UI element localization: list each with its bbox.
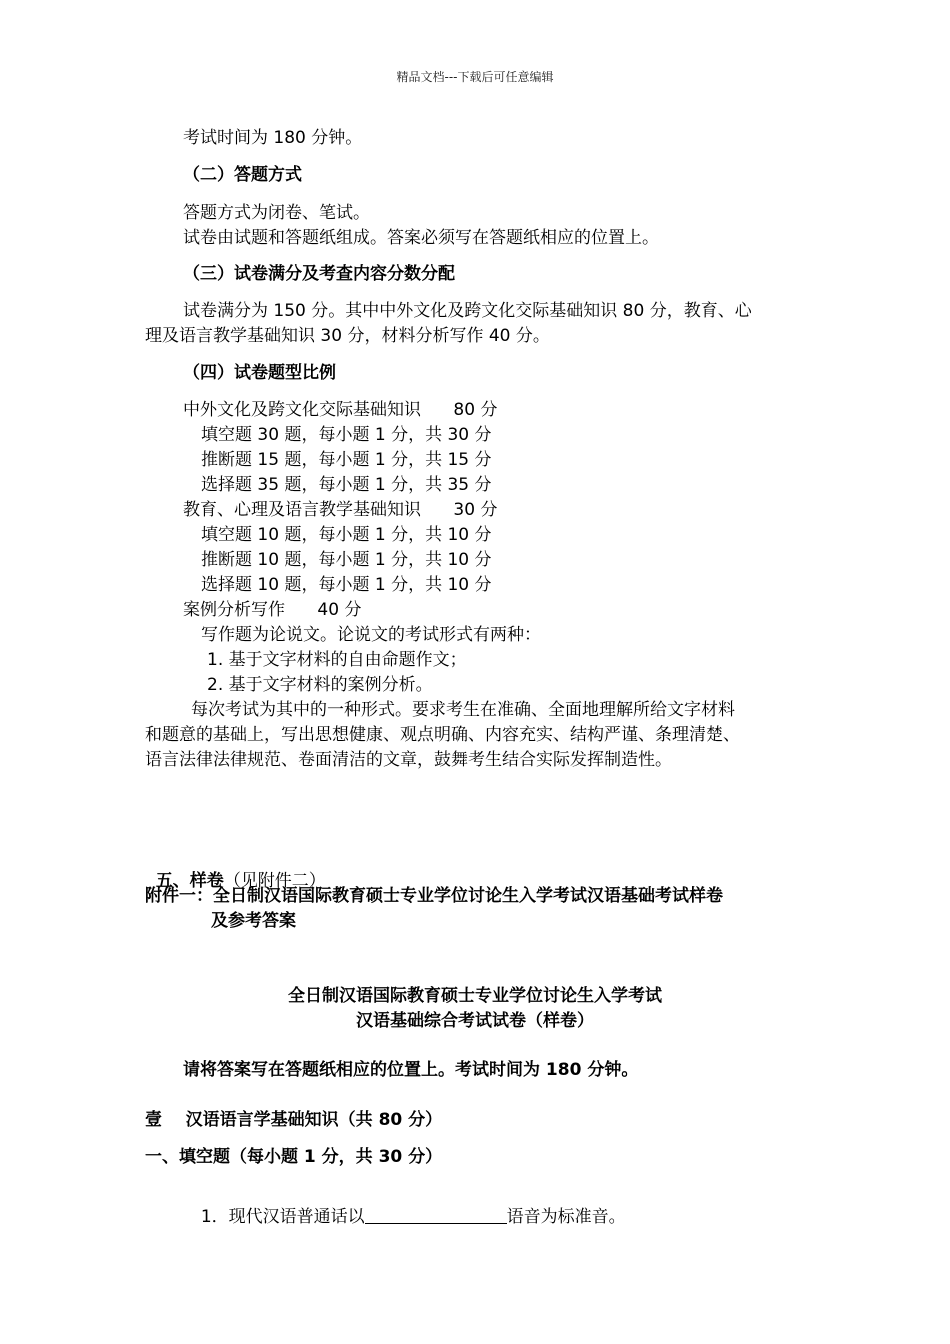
section-3-title: （三）试卷满分及考查内容分数分配 <box>183 264 455 284</box>
exam-title-1: 全日制汉语国际教育硕士专业学位讨论生入学考试 <box>288 986 662 1006</box>
ratio-line-11: 1. 基于文字材料的自由命题作文； <box>207 650 467 670</box>
exam-title-2: 汉语基础综合考试试卷（样卷） <box>356 1011 594 1031</box>
answer-blank <box>365 1207 507 1224</box>
question-1-suffix: 语音为标准音。 <box>506 1207 626 1227</box>
question-group-title: 一、填空题（每小题 1 分，共 30 分） <box>145 1147 443 1167</box>
ratio-line-9: 案例分析写作 40 分 <box>183 600 362 620</box>
section-2-para-1: 答题方式为闭卷、笔试。 <box>183 203 370 223</box>
section-5-label: 五、样卷 <box>155 871 224 891</box>
exam-time-line: 考试时间为 180 分钟。 <box>183 128 363 148</box>
ratio-line-1: 中外文化及跨文化交际基础知识 80 分 <box>183 400 498 420</box>
ratio-line-4: 选择题 35 题，每小题 1 分，共 35 分 <box>201 475 492 495</box>
section-5-note: （见附件二） <box>223 871 326 891</box>
section-4-title: （四）试卷题型比例 <box>183 363 336 383</box>
exam-instruction: 请将答案写在答题纸相应的位置上。考试时间为 180 分钟。 <box>183 1060 639 1080</box>
ratio-line-7: 推断题 10 题，每小题 1 分，共 10 分 <box>201 550 492 570</box>
writing-para-2: 和题意的基础上，写出思想健康、观点明确、内容充实、结构严谨、条理清楚、 <box>145 725 740 745</box>
question-1 <box>190 1184 626 1228</box>
ratio-line-3: 推断题 15 题，每小题 1 分，共 15 分 <box>201 450 492 470</box>
section-3-para-2: 理及语言教学基础知识 30 分，材料分析写作 40 分。 <box>145 326 550 346</box>
section-3-para-1: 试卷满分为 150 分。其中中外文化及跨文化交际基础知识 80 分，教育、心 <box>183 301 752 321</box>
ratio-line-12: 2. 基于文字材料的案例分析。 <box>207 675 433 695</box>
writing-para-1: 每次考试为其中的一种形式。要求考生在准确、全面地理解所给文字材料 <box>191 700 735 720</box>
attachment-1-title-cont: 及参考答案 <box>211 911 296 931</box>
ratio-line-8: 选择题 10 题，每小题 1 分，共 10 分 <box>201 575 492 595</box>
attachment-1-title: 附件一：全日制汉语国际教育硕士专业学位讨论生入学考试汉语基础考试样卷 <box>145 886 723 906</box>
ratio-line-6: 填空题 10 题，每小题 1 分，共 10 分 <box>201 525 492 545</box>
ratio-line-5: 教育、心理及语言教学基础知识 30 分 <box>183 500 498 520</box>
ratio-line-10: 写作题为论说文。论说文的考试形式有两种： <box>201 625 541 645</box>
section-2-title: （二）答题方式 <box>183 165 302 185</box>
writing-para-3: 语言法律法律规范、卷面清洁的文章，鼓舞考生结合实际发挥制造性。 <box>145 750 672 770</box>
question-1-prefix: 1．现代汉语普通话以 <box>200 1207 365 1227</box>
part-1-title: 壹 汉语语言学基础知识（共 80 分） <box>145 1110 443 1130</box>
ratio-line-2: 填空题 30 题，每小题 1 分，共 30 分 <box>201 425 492 445</box>
page-header: 精品文档---下载后可任意编辑 <box>396 70 554 84</box>
section-2-para-2: 试卷由试题和答题纸组成。答案必须写在答题纸相应的位置上。 <box>183 228 659 248</box>
